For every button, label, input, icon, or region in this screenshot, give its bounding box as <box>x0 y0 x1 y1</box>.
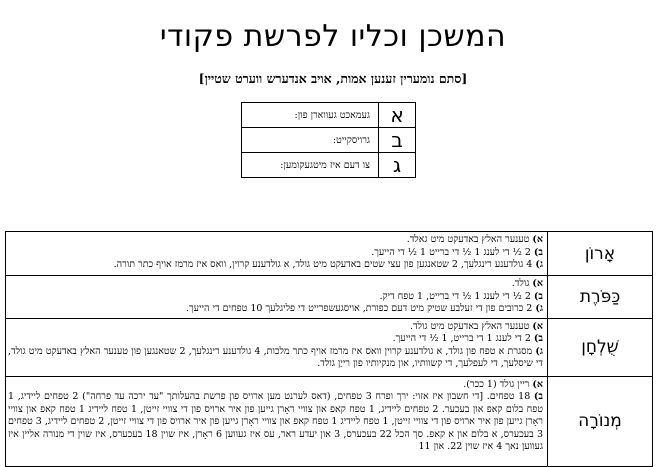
detail-line: א) ריין גולד (1 ככר). <box>463 378 543 390</box>
detail-line: א) טענער האלץ באדעקט מיט גאלד. <box>406 234 543 245</box>
detail-line: ג) 4 גולדענע רינגלעך, 2 שטאנגען פון עצי שטים באדעקט מיט גולד, א גולדענע קרוין, וואס איז מרמז אויף כתר תורה. <box>113 259 543 270</box>
legend-letter: ג <box>379 153 416 178</box>
item-name: אָרוֹן <box>548 232 653 276</box>
legend-row <box>242 103 416 128</box>
item-details <box>6 276 548 319</box>
detail-line: א) טענער האלץ באדעקט מיט גולד. <box>409 320 543 332</box>
item-details <box>6 318 548 376</box>
table-row <box>6 232 653 276</box>
table-row <box>6 276 653 319</box>
detail-line: ב) 2 ½ די לענג 1 ½ די ברייט 1 ½ די הייעך. <box>371 246 543 258</box>
legend-letter: ב <box>379 128 416 153</box>
detail-line: ב) 2 ½ די לענג 1 ½ די ברייט, 1 טפח דיק. <box>379 290 543 302</box>
legend-table <box>241 102 416 178</box>
page-title: המשכן וכליו לפרשת פקודי <box>159 19 507 54</box>
item-details <box>6 376 548 466</box>
item-name: שֻׁלְחָן <box>548 318 653 376</box>
detail-line: א) גולד. <box>511 278 543 289</box>
legend-row <box>242 153 416 178</box>
detail-line: ב) 18 טפחים. [די חשבון איז אזוי: ירך ופרח 3 טפחים, (דאס לערנט מען ארויס פון פרשת בהעלותך "עד ירכה עד פרחה") 2 טפחים ליידיג, 1 טפח בלום קאפ און בעכער. 2 טפחים ליידיג, 1 טפח קאפ און צוויי ראָרן גייען פון איר ארויס פון די צוויי זייטן, 1 טפח ליידיג 1 טפח קאפ און צוויי ראָרן גייען פון איר ארויס פון די צוויי זייטן, 1 טפח ליידיג 1 טפח קאפ און צוויי ראָרן גייען פון איר ארויס פון די צוויי זייטן, 2 טפחים ליידיג, 3 טפחים 3 בעכערס, א בלום און א קאפ. סך הכל 22 בעכערס, 3 און יעדע ראר, עס איז געווען 6 ראָרן, איז שוין 18 בעכערס, איז שוין די מנורה אליין איז געווען נאך 4 איז שוין 22. און 11 <box>8 391 544 452</box>
vessels-table <box>5 231 653 467</box>
item-details <box>6 232 548 276</box>
detail-line: ב) 2 די לענג 1 די ברייט, 1 ½ די הייעך. <box>392 333 543 344</box>
legend-desc: געמאכט געווארן פון: <box>242 103 379 128</box>
detail-line: ג) מסגרת א טפח פון גולד, א גולדענע קרוין וואס איז מרמז אויף כתר מלכות, 4 גולדענע רינגלעך, 2 שטאנגען פון טענער האלץ באדעקט מיט גולד, די שיסלעך, די לעפלעך, די קשוותיו, און מנקיותיו פון רייַן גולד. <box>8 345 543 369</box>
legend-desc: גרויסקייט: <box>242 128 379 153</box>
page-subtitle: [סתם נומערין זענען אמות, אויב אנדערש ווערט שטיין] <box>198 71 468 86</box>
table-row <box>6 318 653 376</box>
table-row <box>6 376 653 466</box>
legend-letter: א <box>379 103 416 128</box>
legend-desc: צו דעם איז מיטגעקומען: <box>242 153 379 178</box>
item-name: מְנוֹרָה <box>548 376 653 466</box>
detail-line: ג) 2 כרובים פון די זעלבע שטיק מיט דעם כפורת, אויסגעשפרייט די פליגלעך 10 טפחים די הייעך. <box>185 303 543 314</box>
legend-row <box>242 128 416 153</box>
item-name: כַּפֹּרֶת <box>548 276 653 319</box>
